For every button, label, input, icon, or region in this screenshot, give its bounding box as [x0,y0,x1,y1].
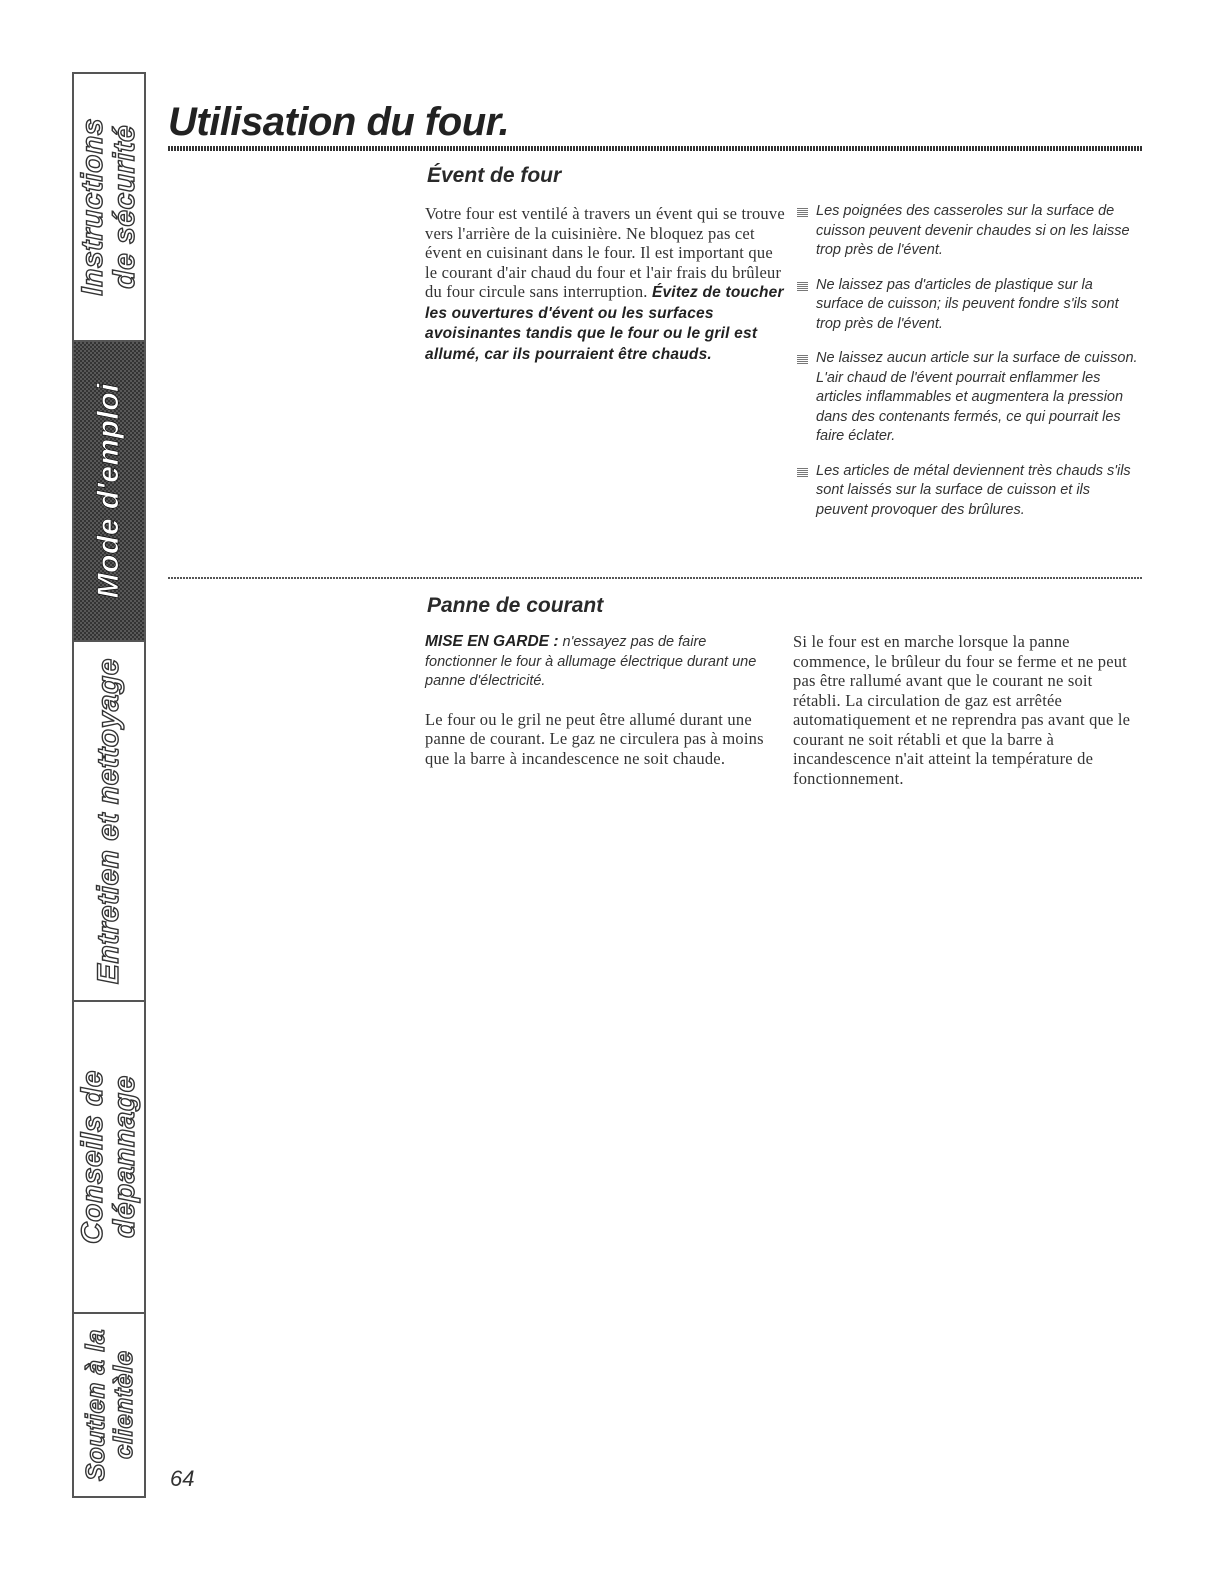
vent-bullet-list [793,202,1138,520]
tab-label: Soutien à la clientèle [80,1329,138,1481]
bullet-text: Les articles de métal deviennent très chauds s'ils sont laissés sur la surface de cuisson et ils peuvent provoquer des brûlures. [816,462,1131,518]
page-number: 64 [170,1466,195,1491]
tab-label: Instructions de sécurité [76,118,141,296]
tab-mode-emploi[interactable] [74,342,144,642]
vent-body: Votre four est ventilé à travers un évent qui se trouve vers l'arrière de la cuisinière. Ne bloquez pas cet évent en cuisinant dans le four. Il est important que le courant d'air chaud du four et l'air frais du brûleur du four circule sans interruption. [425,204,785,301]
power-left-column [425,632,770,768]
list-item [793,462,1138,521]
vent-body-column [425,204,785,364]
bullet-text: Les poignées des casseroles sur la surface de cuisson peuvent devenir chaudes si on les laisse trop près de l'évent. [816,203,1130,258]
tab-label: Mode d'emploi [92,383,125,599]
vent-heading: Évent de four [427,164,562,187]
vent-bullets-column [793,202,1138,535]
bullet-text: Ne laissez aucun article sur la surface de cuisson. L'air chaud de l'évent pourrait enflammer les articles inflammables et augmentera la pression dans des contenants fermés, ce qui pourrait les faire éclater. [816,350,1138,444]
page-title: Utilisation du four. [168,100,510,144]
bullet-icon [797,467,808,477]
list-item [793,276,1138,335]
vent-body-text [425,204,785,364]
list-item [793,202,1138,261]
tab-conseils-depannage[interactable] [74,1002,144,1314]
tab-label: Entretien et nettoyage [92,657,125,985]
power-heading: Panne de courant [427,594,604,617]
power-left-body: Le four ou le gril ne peut être allumé durant une panne de courant. Le gaz ne circulera pas à moins que la barre à incandescence ne soit chaude. [425,709,764,768]
vent-warning: Évitez de toucher les ouvertures d'évent ou les surfaces avoisinantes tandis que le four ou le gril est allumé, car ils pourraient être chauds. [425,284,784,363]
list-item [793,349,1138,447]
section-divider [168,577,1143,579]
bullet-icon [797,354,808,364]
power-caution [425,632,770,692]
bullet-text: Ne laissez pas d'articles de plastique sur la surface de cuisson; ils peuvent fondre s'ils sont trop près de l'évent. [816,276,1119,332]
tab-instructions-securite[interactable] [74,74,144,342]
title-divider [168,146,1143,151]
bullet-icon [797,281,808,291]
bullet-icon [797,207,808,217]
caution-text: n'essayez pas de faire fonctionner le four à allumage électrique durant une panne d'électricité. [425,634,757,689]
power-right-body: Si le four est en marche lorsque la panne commence, le brûleur du four se ferme et ne peut pas être rallumé avant que le courant ne soit rétabli. La circulation de gaz est arrêtée automatiquement et ne reprendra pas avant que le courant ne soit rétabli et que la barre à incandescence n'ait atteint la température de fonctionnement. [793,632,1131,788]
tab-soutien-clientele[interactable] [74,1314,144,1496]
power-right-column [793,632,1143,788]
tab-entretien-nettoyage[interactable] [74,642,144,1002]
tab-label: Conseils de dépannage [76,1070,141,1244]
side-tab-strip [72,72,146,1498]
caution-label: MISE EN GARDE : [425,633,559,650]
